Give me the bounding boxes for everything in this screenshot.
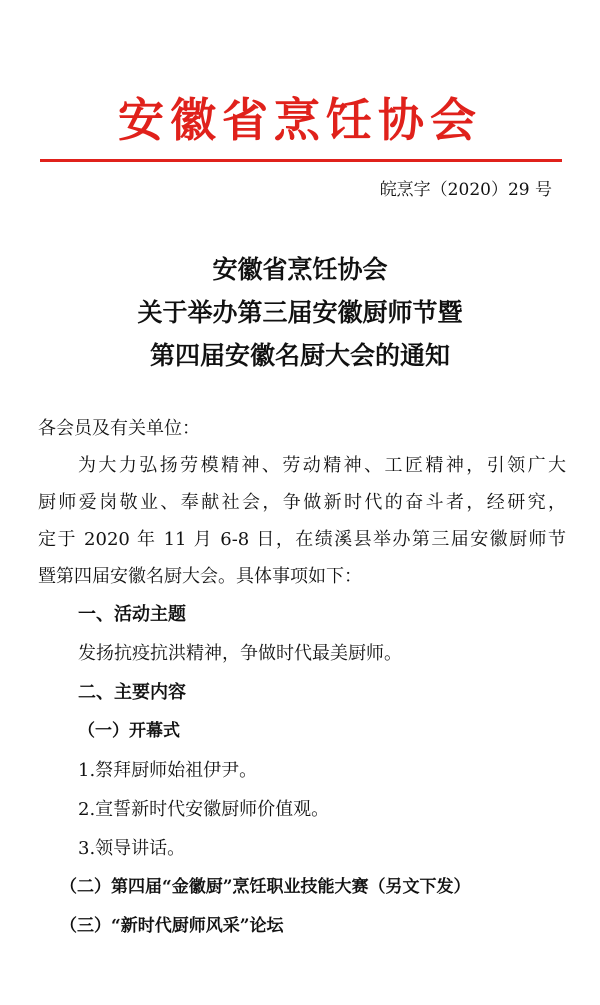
title-line-2: 关于举办第三届安徽厨师节暨 bbox=[137, 298, 463, 327]
paragraph-line: 定于 2020 年 11 月 6-8 日，在绩溪县举办第三届安徽厨师节 bbox=[38, 529, 566, 550]
list-item: 1.祭拜厨师始祖伊尹。 bbox=[78, 760, 258, 781]
document-body bbox=[38, 410, 566, 946]
list-item: 2.宣誓新时代安徽厨师价值观。 bbox=[78, 799, 330, 820]
document-number: 皖烹字（2020）29 号 bbox=[379, 180, 552, 200]
document-title bbox=[0, 248, 600, 377]
subsection-heading-forum: （三）“新时代厨师风采”论坛 bbox=[60, 916, 284, 936]
section-theme-text: 发扬抗疫抗洪精神，争做时代最美厨师。 bbox=[78, 643, 402, 664]
org-letterhead: 安徽省烹饪协会 bbox=[118, 93, 482, 147]
paragraph-line: 暨第四届安徽名厨大会。具体事项如下： bbox=[38, 566, 362, 587]
section-heading-theme: 一、活动主题 bbox=[78, 604, 186, 625]
letterhead-red-rule bbox=[40, 159, 562, 162]
subsection-heading-opening: （一）开幕式 bbox=[78, 721, 180, 741]
title-line-1: 安徽省烹饪协会 bbox=[212, 255, 388, 284]
salutation: 各会员及有关单位： bbox=[38, 418, 200, 439]
section-heading-content: 二、主要内容 bbox=[78, 682, 186, 703]
list-item: 3.领导讲话。 bbox=[78, 838, 186, 859]
paragraph-line: 厨师爱岗敬业、奉献社会，争做新时代的奋斗者，经研究， bbox=[38, 492, 566, 513]
paragraph-line: 为大力弘扬劳模精神、劳动精神、工匠精神，引领广大 bbox=[78, 455, 566, 476]
subsection-heading-competition: （二）第四届“金徽厨”烹饪职业技能大赛（另文下发） bbox=[60, 877, 471, 897]
title-line-3: 第四届安徽名厨大会的通知 bbox=[149, 341, 450, 370]
